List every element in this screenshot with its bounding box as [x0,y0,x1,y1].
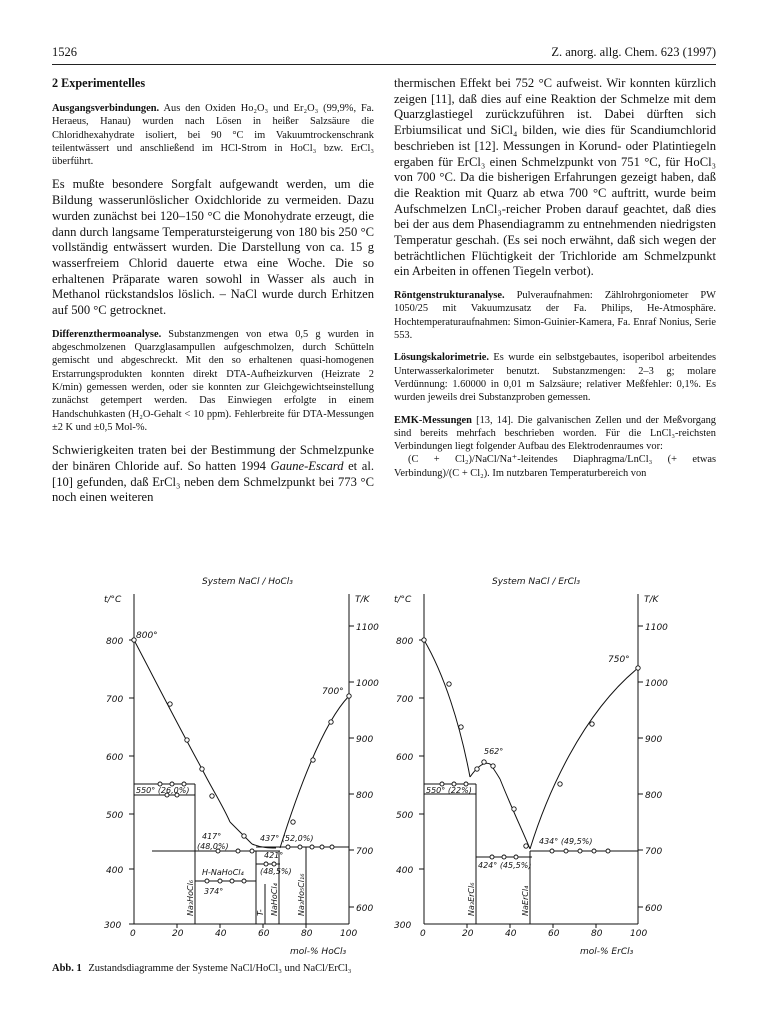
journal-reference: Z. anorg. allg. Chem. 623 (1997) [551,45,716,59]
phase-diagrams-svg [52,564,716,960]
paragraph-text: Pulveraufnahmen: Zählrohrgoniometer PW 1050/25 mit Vakuumzusatz der Fa. Philips, He-Atmosphäre. Hochtemperaturaufnahmen: Simon-Guinier-Kamera, Fa. Enraf Nonius, Serie 553. [394,290,716,342]
right-k-tick-1100: 1100 [645,623,668,633]
right-y2-axis-label: T/K [644,595,659,605]
right-t-tick-700: 700 [396,695,414,705]
paragraph-text: Es wurde ein selbstgebautes, isoperibol arbeitendes Unterwasserkalorimeter benutzt. Substanzmengen: 2–3 g; molare Verdünnung: 1.60000 in 0,01 m Salzsäure; relativer Meßfehler: 0,1%. Es wurden jeweils drei Substanzproben gemessen. [394,352,716,404]
paragraph-text: Substanzmengen von etwa 0,5 g wurden in abgeschmolzenen Quarzglasampullen aufgeschmolzen, durch Schütteln gemischt und abgeschreckt. Mit den so erhaltenen quasi-homogenen Erstarrungsprodukten konnten direkt DTA-Aufheizkurven (Heizrate 2 K/min) gemessen werden, oder sie konnten zur Gleichgewichtseinstellung zunächst getempert werden. Das Einwiegen erfolgte in einem Handschuhkasten (H₂O-Gehalt < 10 ppm). Fehlerbreite für DTA-Messungen ±2 K und ±0,5 Mol-%. [52,328,375,433]
left-k-tick-1100: 1100 [356,623,379,633]
right-mp-ercl3: 750° [608,655,630,665]
left-x-tick-80: 80 [301,929,313,939]
right-562-label: 562° [484,747,504,756]
paragraph-dta [52,328,374,434]
left-t-tick-500: 500 [106,811,124,821]
left-compound-t: T- [256,909,265,916]
left-k-tick-600: 600 [356,904,374,914]
right-x-axis-label: mol-% ErCl₃ [580,947,634,957]
left-compound-nahocl4: NaHoCl₄ [270,883,279,916]
right-k-tick-800: 800 [645,791,663,801]
paragraph-text: [13, 14]. Die galvanischen Zellen und der Meßvorgang sind bereits mehrfach beschrieben worden. Für die LnCl₃-reichsten Verbindungen liegt folgender Aufbau des Elektrodenraumes vor: [394,414,716,453]
right-k-tick-700: 700 [645,847,663,857]
left-k-tick-1000: 1000 [356,679,379,689]
left-liquidus-mid [230,822,252,844]
right-x-tick-80: 80 [591,929,603,939]
left-column [52,76,374,506]
left-peritectic-437-label: 437° (52,0%) [260,834,314,843]
left-y2-axis-label: T/K [355,595,370,605]
left-t-tick-800: 800 [106,637,124,647]
left-x-tick-100: 100 [340,929,358,939]
paragraph-cell: (C + Cl₂)/NaCl/Na⁺-leitendes Diaphragma/LnCl₃ (+ etwas Verbindung)/(C + Cl₂). Im nutzbaren Temperaturbereich von [394,454,716,479]
right-t-ticks [419,640,424,869]
paragraph-melting-points [52,443,374,506]
left-k-tick-900: 900 [356,735,374,745]
left-compound-na3hocl6: Na₃HoCl₆ [186,879,195,916]
right-t-tick-800: 800 [396,637,414,647]
left-compound-na3ho5cl16: Na₃Ho₅Cl₁₆ [297,873,306,916]
left-x-axis-label: mol-% HoCl₃ [290,947,347,957]
left-421-comp: (48,5%) [260,867,292,876]
left-diagram-title: System NaCl / HoCl₃ [202,577,293,587]
right-k-tick-900: 900 [645,735,663,745]
right-compound-na3ercl6: Na₃ErCl₆ [467,882,476,916]
figure-caption [52,963,351,974]
right-x-tick-20: 20 [462,929,474,939]
right-x-tick-40: 40 [505,929,517,939]
paragraph-thermal-effect: thermischen Effekt bei 752 °C aufweist. Wir konnten kürzlich zeigen [11], daß dies auf eine Reaktion der Schmelze mit dem Quarzglastiegel zurückzuführen ist. Dabei dürften sich Erbiumsilicat und SiCl₄ bilden, wie dies für Scandiumchlorid beschrieben ist [12]. Messungen in Korund- oder Platintiegeln ergaben für ErCl₃ einen Schmelzpunkt von 751 °C, für HoCl₃ von 700 °C. Da die bisherigen Erfahrungen gezeigt haben, daß die Reaktion mit Quarz ab etwa 700 °C auftritt, wurde beim Aufschmelzen LnCl₃-reicher Proben darauf geachtet, daß dies bei der aus dem Phasendiagramm zu entnehmenden niedrigsten Temperatur geschah. (Es sei noch erwähnt, daß sich wegen der beträchtlichen Flüchtigkeit der Trichloride am Schmelzpunkt ein Arbeiten in offenen Tiegeln verbot). [394,76,716,279]
left-eutectic-417-label: 417° [202,832,222,841]
left-x-ticks [177,924,306,928]
author-name: Gaune-Escard [270,458,344,473]
left-x-tick-60: 60 [258,929,270,939]
left-x-tick-20: 20 [172,929,184,939]
left-mp-nacl: 800° [136,631,158,641]
right-eutectic-550-label: 550° (22%) [426,786,472,795]
right-k-tick-1000: 1000 [645,679,668,689]
header-rule [52,64,716,65]
paragraph-lead: Lösungskalorimetrie. [394,352,489,364]
left-x-tick-0: 0 [130,929,136,939]
left-421-label: 421° [264,851,284,860]
left-t-tick-700: 700 [106,695,124,705]
right-eutectic-424-label: 424° (45,5%) [478,861,532,870]
paragraph-xray [394,289,716,342]
left-t-ticks [129,640,134,924]
right-x-ticks [467,924,596,928]
right-t-tick-300: 300 [394,921,412,931]
right-t-tick-400: 400 [396,866,414,876]
right-peritectic-434-label: 434° (49,5%) [539,837,593,846]
right-t-tick-600: 600 [396,753,414,763]
section-title: 2 Experimentelles [52,76,146,90]
left-eutectic-550-label: 550° (26,0%) [136,786,190,795]
right-diagram-title: System NaCl / ErCl₃ [492,577,580,587]
right-compound-naercl4: NaErCl₄ [521,885,530,916]
paragraph-text: Schwierigkeiten traten bei der Bestimmung der Schmelzpunke der binären Chloride auf. So hatten 1994 [52,443,374,473]
left-phase-label: H-NaHoCl₄ [202,868,244,877]
right-x-tick-60: 60 [548,929,560,939]
page-number: 1526 [52,45,77,59]
paragraph-ausgangsverbindungen [52,102,374,168]
left-374-label: 374° [204,887,224,896]
left-t-tick-600: 600 [106,753,124,763]
paragraph-preparation: Es mußte besondere Sorgfalt aufgewandt werden, um die Bildung wasserunlöslicher Oxidchloride zu vermeiden. Dazu wurden zunächst bei 120–150 °C die Monohydrate erzeugt, die dann durch langsame Temperatursteigerung von 180 bis 250 °C vollständig entwässert wurden. Die Darstellung von ca. 15 g wasserfreiem Chlorid dauerte etwa eine Woche. Die so erhaltenen Präparate waren sowohl in Wasser als auch in Methanol rückstandslos löslich. – NaCl wurde durch Erhitzen auf 500 °C getrocknet. [52,177,374,318]
paragraph-emf [394,414,716,454]
paragraph-text: et al. [10] gefunden, daß ErCl₃ neben dem Schmelzpunkt bei 773 °C noch einen weiteren [52,458,374,505]
right-x-tick-0: 0 [420,929,426,939]
left-liquidus-hocl3 [280,696,349,848]
right-y-axis-label: t/°C [394,595,412,605]
right-liquidus-nacl [424,640,470,777]
paragraph-lead: Ausgangsverbindungen. [52,103,160,114]
caption-label: Abb. 1 [52,963,82,974]
left-eutectic-417-comp: (48,0%) [197,842,229,851]
left-x-tick-40: 40 [215,929,227,939]
right-liquidus-mid [500,779,530,849]
phase-diagram-figure [52,564,716,980]
right-x-tick-100: 100 [630,929,648,939]
left-t-tick-300: 300 [104,921,122,931]
paragraph-lead: EMK-Messungen [394,414,472,426]
right-t-tick-500: 500 [396,811,414,821]
left-k-ticks [349,626,354,907]
paragraph-lead: Röntgenstrukturanalyse. [394,290,505,302]
paragraph-text: Aus den Oxiden Ho₂O₃ und Er₂O₃ (99,9%, Fa. Heraeus, Hanau) wurden nach Lösen in heißer Salzsäure die Chloridhexahydrate isoliert, bei 90 °C im Vakuumtrockenschrank teilentwässert und anschließend im HCl-Strom in HoCl₃ bzw. ErCl₃ überführt. [52,103,374,168]
left-k-tick-800: 800 [356,791,374,801]
right-liquidus-ercl3 [530,668,638,849]
paragraph-calorimetry [394,351,716,404]
paragraph-lead: Differenzthermoanalyse. [52,328,162,340]
left-mp-hocl3: 700° [322,687,344,697]
left-k-tick-700: 700 [356,847,374,857]
right-column [394,76,716,480]
caption-text: Zustandsdiagramme der Systeme NaCl/HoCl₃ und NaCl/ErCl₃ [88,963,352,974]
right-k-tick-600: 600 [645,904,663,914]
left-y-axis-label: t/°C [104,595,122,605]
page-header [52,45,716,63]
left-t-tick-400: 400 [106,866,124,876]
